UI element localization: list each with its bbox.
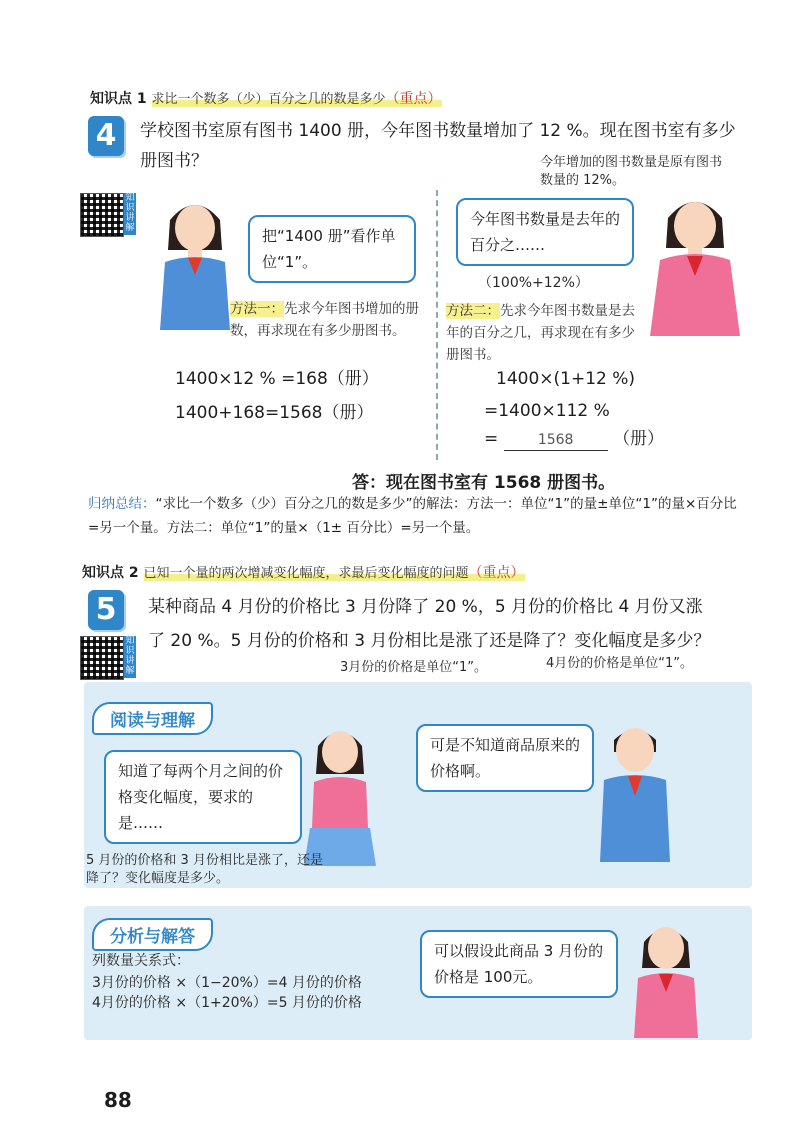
kp1-label: 知识点 1 — [90, 91, 147, 107]
analysis-bubble: 可以假设此商品 3 月份的价格是 100元。 — [420, 930, 618, 998]
qr-code-tag: 知识讲解 — [125, 193, 135, 233]
method-2-unit: （册） — [613, 429, 665, 449]
qr-code-2-tag: 知识讲解 — [125, 636, 135, 676]
qr-code[interactable] — [80, 193, 124, 237]
method-1-text: 先求今年图书增加的册数，再求现在有多少册图书。 — [230, 301, 419, 339]
reading-note: 5 月份的价格和 3 月份相比是涨了，还是降了？变化幅度是多少。 — [86, 853, 323, 886]
kp1-description: 求比一个数多（少）百分之几的数是多少 — [151, 92, 386, 107]
reading-panel-title: 阅读与理解 — [92, 702, 213, 735]
summary-text: “求比一个数多（少）百分之几的数是多少”的解法：方法一：单位“1”的量±单位“1”的量×百分比=另一个量。方法二：单位“1”的量×（1± 百分比）=另一个量。 — [88, 496, 737, 536]
knowledge-point-1 — [90, 88, 442, 108]
example-5-line-2: 了 20 %。5 月份的价格和 3 月份相比是涨了还是降了？变化幅度是多少？ — [148, 631, 711, 651]
kp2-key-tag: （重点） — [468, 565, 525, 581]
method-2-text: 先求今年图书数量是去年的百分之几，再求现在有多少册图书。 — [446, 303, 635, 363]
example-5-line-1: 某种商品 4 月份的价格比 3 月份降了 20 %，5 月份的价格比 4 月份又涨 — [148, 597, 703, 617]
girl-illustration-right — [640, 186, 750, 336]
girl-illustration-3 — [626, 912, 706, 1038]
speech-bubble-left: 把“1400 册”看作单位“1”。 — [248, 215, 416, 283]
method-1-calc-line-2: 1400+168=1568（册） — [175, 403, 374, 423]
method-1-calc-line-1: 1400×12 % =168（册） — [175, 369, 379, 389]
analysis-subtitle: 列数量关系式： — [92, 953, 190, 969]
example-5-hint-1: 3月份的价格是单位“1”。 — [340, 660, 488, 675]
kp2-label: 知识点 2 — [82, 565, 139, 581]
reading-bubble-right: 可是不知道商品原来的价格啊。 — [416, 724, 594, 792]
example-4-number: 4 — [88, 116, 124, 156]
method-2-calc-line-2: =1400×112 % — [484, 401, 610, 421]
analysis-line-2: 4月份的价格 ×（1+20%）=5 月份的价格 — [92, 995, 362, 1011]
method-2-blank: 1568 — [504, 430, 608, 451]
method-2-equals: = — [484, 429, 499, 449]
answer-text: 答：现在图书室有 1568 册图书。 — [352, 473, 616, 493]
girl-illustration — [150, 190, 240, 330]
method-1-description — [230, 298, 425, 342]
method-2-label: 方法二： — [446, 303, 500, 319]
method-2-calc-line-3 — [484, 422, 664, 456]
analysis-line-1: 3月份的价格 ×（1−20%）=4 月份的价格 — [92, 975, 362, 991]
summary-label: 归纳总结： — [88, 496, 156, 512]
qr-code-2[interactable] — [80, 636, 124, 680]
speech-bubble-right: 今年图书数量是去年的百分之…… — [456, 198, 634, 266]
girl-with-phone-illustration — [300, 716, 380, 866]
method-1-label: 方法一： — [230, 301, 284, 317]
method-divider — [436, 190, 438, 460]
summary-block — [88, 492, 748, 540]
speech-bubble-right-note: （100%+12%） — [478, 275, 589, 291]
page-number: 88 — [104, 1088, 132, 1112]
example-4-text: 学校图书室原有图书 1400 册，今年图书数量增加了 12 %。现在图书室有多少册图书？ — [140, 121, 736, 171]
reading-bubble-left: 知道了每两个月之间的价格变化幅度，要求的是…… — [104, 750, 302, 844]
kp2-description: 已知一个量的两次增减变化幅度，求最后变化幅度的问题 — [143, 566, 469, 581]
method-2-description — [446, 300, 646, 366]
method-2-calc-line-1: 1400×(1+12 %) — [496, 369, 636, 389]
knowledge-point-2 — [82, 562, 525, 582]
kp1-key-tag: （重点） — [385, 91, 442, 107]
example-5-number: 5 — [88, 590, 124, 630]
analysis-panel-title: 分析与解答 — [92, 918, 213, 951]
example-4-hint: 今年增加的图书数量是原有图书数量的 12%。 — [540, 155, 723, 188]
boy-illustration — [590, 712, 680, 862]
example-5-hint-2: 4月份的价格是单位“1”。 — [546, 656, 694, 671]
